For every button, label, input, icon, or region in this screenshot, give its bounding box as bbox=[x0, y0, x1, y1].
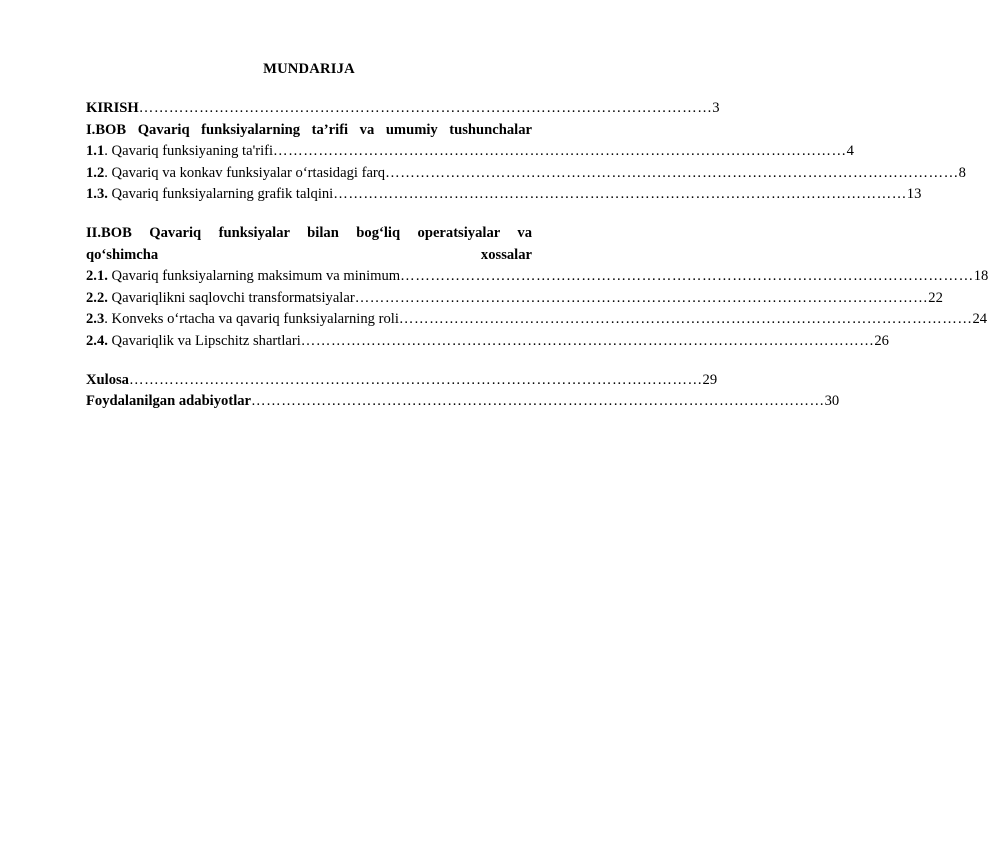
toc-entry-1-3 bbox=[86, 184, 922, 206]
toc-entry-label: Xulosa bbox=[86, 371, 129, 388]
section-title: Qavariqlikni saqlovchi transformatsiyalar bbox=[111, 289, 355, 306]
toc-entry-1-2: 1.2. Qavariq va konkav funksiyalar o‘rtasidagi farq …………………………………………………………………………………………………… 8 bbox=[86, 163, 532, 185]
chapter-2-heading-line-1: II.BOB Qavariq funksiyalar bilan bog‘liq operatsiyalar va bbox=[86, 224, 532, 241]
dot-leader: …………………………………………………………………………………………………… bbox=[300, 332, 875, 349]
section-title: Qavariq funksiyalarning maksimum va minimum bbox=[111, 268, 401, 285]
toc-entry-2-1 bbox=[86, 266, 988, 288]
section-title: Qavariq va konkav funksiyalar o‘rtasidagi farq bbox=[111, 164, 386, 181]
toc-page-number: 8 bbox=[958, 164, 966, 181]
toc-entry-label: Foydalanilgan adabiyotlar bbox=[86, 393, 252, 410]
dot-leader: …………………………………………………………………………………………………… bbox=[128, 371, 703, 388]
toc-page-number: 24 bbox=[972, 311, 988, 328]
section-number: 2.4. bbox=[86, 332, 108, 349]
dot-leader: …………………………………………………………………………………………………… bbox=[354, 289, 929, 306]
toc-page-number: 26 bbox=[874, 332, 889, 349]
toc-entry-conclusion bbox=[86, 370, 718, 392]
toc-entry-label: KIRISH bbox=[86, 100, 139, 116]
toc-page-number: 18 bbox=[973, 268, 988, 285]
dot-leader: …………………………………………………………………………………………………… bbox=[251, 393, 825, 410]
dot-leader: …………………………………………………………………………………………………… bbox=[333, 186, 907, 203]
toc-page-number: 29 bbox=[702, 371, 718, 388]
dot-leader: …………………………………………………………………………………………………… bbox=[398, 311, 973, 328]
chapter-2-heading-line-2: qo‘shimcha xossalar bbox=[86, 246, 532, 263]
section-number: 2.2. bbox=[86, 289, 108, 306]
section-title: Qavariq funksiyalarning grafik talqini bbox=[111, 186, 334, 203]
page-title: MUNDARIJA bbox=[263, 61, 355, 77]
toc-entry-intro bbox=[86, 98, 720, 120]
toc-page-number: 4 bbox=[846, 143, 854, 160]
section-number: 1.1 bbox=[86, 143, 105, 160]
section-title: Qavariqlik va Lipschitz shartlari bbox=[111, 332, 301, 349]
dot-leader: …………………………………………………………………………………………………… bbox=[400, 268, 974, 285]
table-of-contents bbox=[86, 58, 988, 413]
section-number: 1.3. bbox=[86, 186, 108, 203]
section-number: 2.3 bbox=[86, 311, 105, 328]
section-title: Qavariq funksiyaning ta'rifi bbox=[111, 143, 274, 160]
toc-page-number: 30 bbox=[824, 393, 840, 410]
section-number: 1.2 bbox=[86, 164, 105, 181]
dot-leader: …………………………………………………………………………………………………… bbox=[385, 164, 959, 181]
toc-entry-2-3: 2.3. Konveks o‘rtacha va qavariq funksiyalarning roli …………………………………………………………………………………………………… 24 bbox=[86, 309, 526, 331]
toc-page-number: 22 bbox=[928, 289, 943, 306]
chapter-1-heading: I.BOB Qavariq funksiyalarning ta’rifi va umumiy tushunchalar bbox=[86, 121, 532, 138]
section-number: 2.1. bbox=[86, 268, 108, 285]
section-title: Konveks o‘rtacha va qavariq funksiyalarning roli bbox=[111, 311, 399, 328]
toc-entry-1-1: 1.1. Qavariq funksiyaning ta'rifi …………………………………………………………………………………………………… 4 bbox=[86, 141, 532, 163]
toc-page-number: 3 bbox=[712, 100, 720, 116]
toc-entry-2-2 bbox=[86, 288, 943, 310]
dot-leader: …………………………………………………………………………………………………… bbox=[138, 100, 713, 116]
toc-entry-references bbox=[86, 391, 840, 413]
dot-leader: …………………………………………………………………………………………………… bbox=[273, 143, 847, 160]
toc-entry-2-4 bbox=[86, 331, 889, 353]
toc-page-number: 13 bbox=[906, 186, 922, 203]
